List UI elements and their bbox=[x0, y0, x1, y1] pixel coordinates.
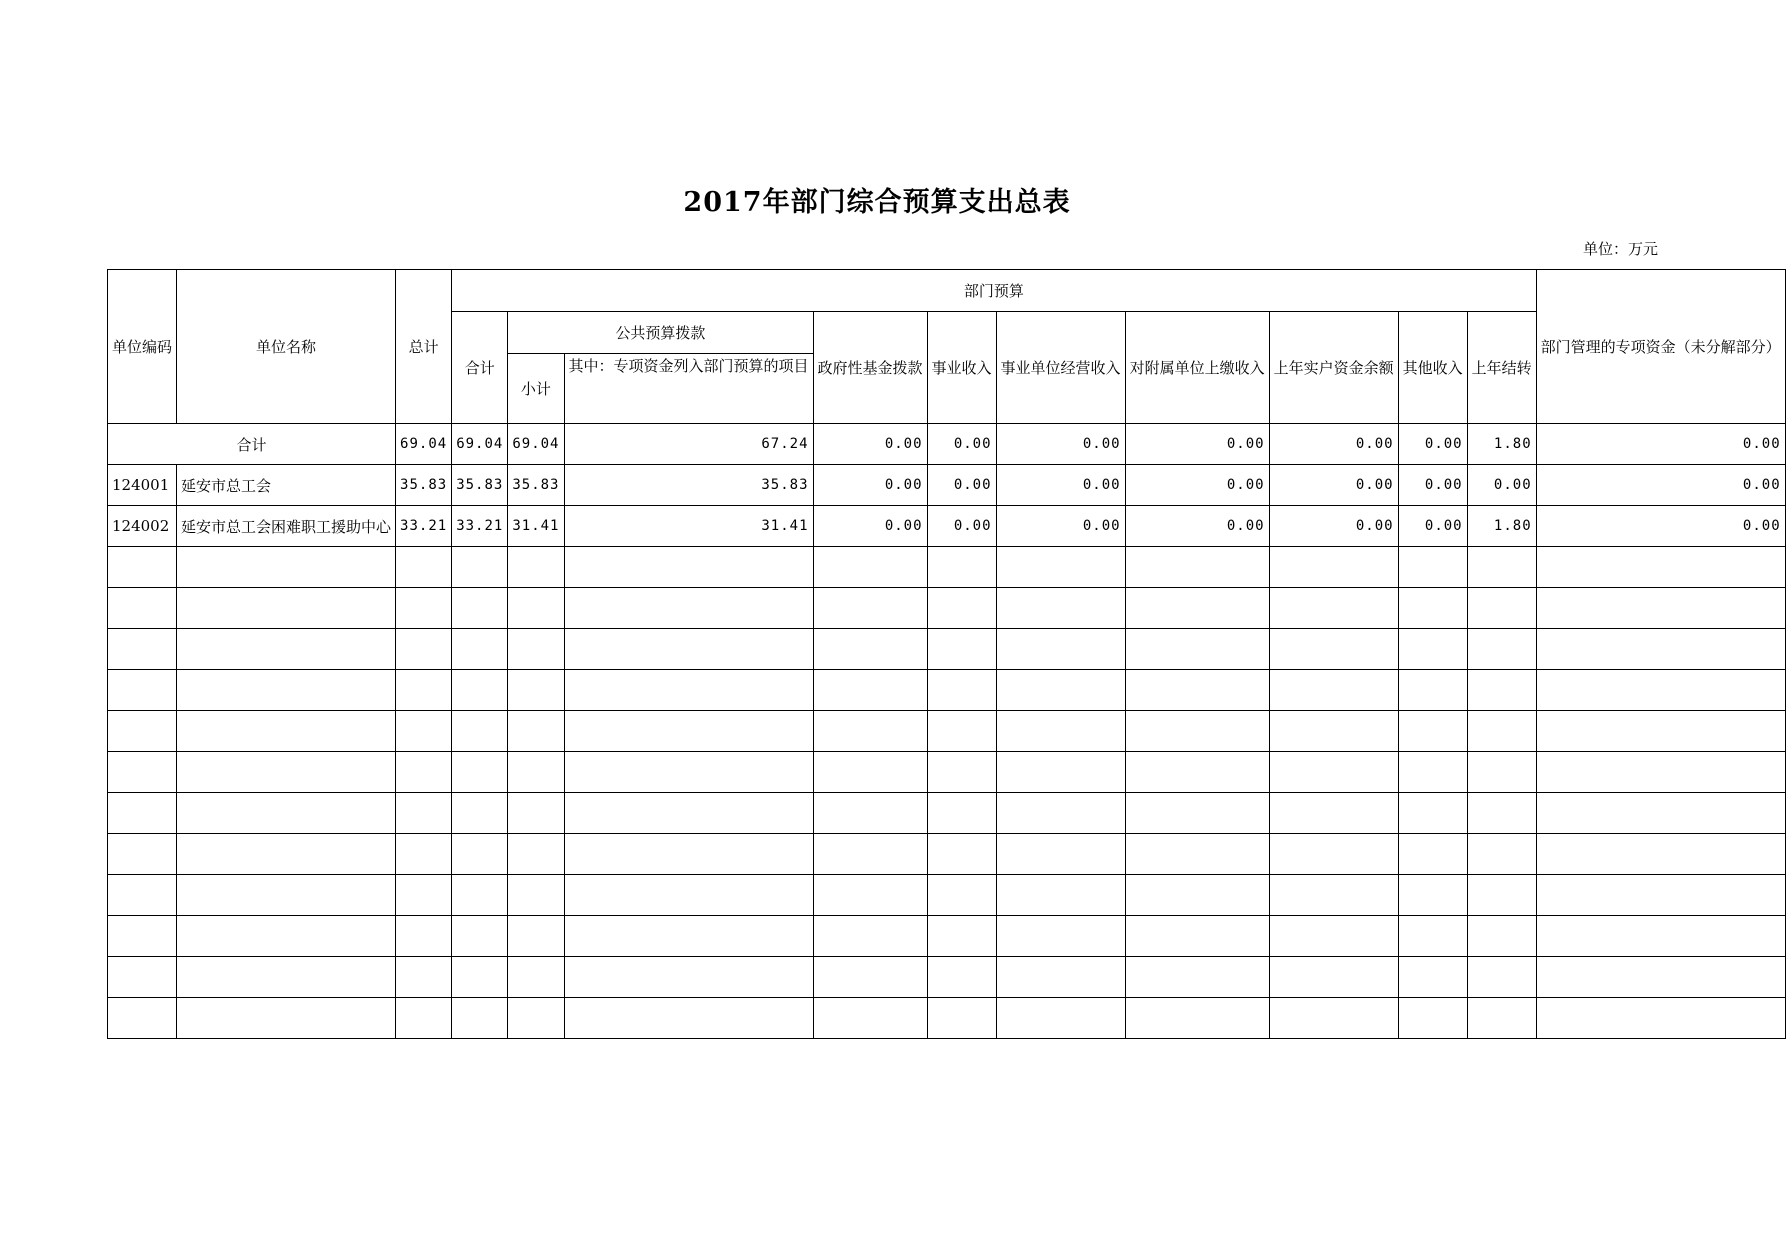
empty-cell bbox=[1125, 629, 1269, 670]
empty-cell bbox=[108, 547, 177, 588]
value-cell: 0.00 bbox=[996, 506, 1125, 547]
empty-cell bbox=[996, 875, 1125, 916]
empty-cell bbox=[508, 752, 564, 793]
value-cell: 0.00 bbox=[927, 465, 996, 506]
empty-cell bbox=[508, 711, 564, 752]
header-special-in bbox=[564, 354, 813, 424]
empty-cell bbox=[396, 670, 452, 711]
empty-cell bbox=[927, 711, 996, 752]
header-affiliate-income: 对附属单位上缴收入 bbox=[1125, 312, 1269, 424]
empty-cell bbox=[996, 916, 1125, 957]
empty-cell bbox=[177, 588, 396, 629]
empty-cell bbox=[1536, 916, 1785, 957]
empty-cell bbox=[564, 588, 813, 629]
empty-cell bbox=[1398, 957, 1467, 998]
value-cell: 0.00 bbox=[1536, 506, 1785, 547]
empty-cell bbox=[452, 547, 508, 588]
empty-cell bbox=[396, 711, 452, 752]
empty-cell bbox=[1398, 998, 1467, 1039]
value-cell: 0.00 bbox=[927, 506, 996, 547]
value-cell: 0.00 bbox=[1125, 506, 1269, 547]
empty-cell bbox=[1536, 793, 1785, 834]
empty-cell bbox=[508, 547, 564, 588]
empty-cell bbox=[508, 875, 564, 916]
empty-cell bbox=[996, 957, 1125, 998]
header-gov-fund: 政府性基金拨款 bbox=[813, 312, 927, 424]
table-body bbox=[108, 270, 1786, 1039]
empty-cell bbox=[564, 670, 813, 711]
empty-cell bbox=[1536, 588, 1785, 629]
empty-cell bbox=[996, 547, 1125, 588]
empty-cell bbox=[1467, 834, 1536, 875]
value-cell: 0.00 bbox=[813, 506, 927, 547]
empty-cell bbox=[452, 916, 508, 957]
header-total: 总计 bbox=[396, 270, 452, 424]
empty-cell bbox=[927, 588, 996, 629]
empty-cell bbox=[452, 752, 508, 793]
header-prior-balance: 上年实户资金余额 bbox=[1269, 312, 1398, 424]
value-cell: 0.00 bbox=[996, 465, 1125, 506]
empty-cell bbox=[564, 957, 813, 998]
header-career-income: 事业收入 bbox=[927, 312, 996, 424]
empty-cell bbox=[1398, 916, 1467, 957]
empty-cell bbox=[927, 752, 996, 793]
empty-cell bbox=[108, 834, 177, 875]
empty-cell bbox=[452, 957, 508, 998]
empty-cell bbox=[452, 834, 508, 875]
empty-cell bbox=[813, 875, 927, 916]
empty-cell bbox=[1269, 711, 1398, 752]
empty-cell bbox=[452, 793, 508, 834]
empty-cell bbox=[996, 629, 1125, 670]
empty-cell bbox=[452, 998, 508, 1039]
value-cell: 33.21 bbox=[396, 506, 452, 547]
empty-cell bbox=[1398, 629, 1467, 670]
total-cell: 0.00 bbox=[996, 424, 1125, 465]
empty-cell bbox=[1467, 998, 1536, 1039]
empty-cell bbox=[1125, 793, 1269, 834]
value-cell: 1.80 bbox=[1467, 506, 1536, 547]
empty-cell bbox=[396, 834, 452, 875]
empty-cell bbox=[1269, 916, 1398, 957]
empty-cell bbox=[927, 547, 996, 588]
empty-row bbox=[108, 998, 1786, 1039]
empty-row bbox=[108, 629, 1786, 670]
value-cell: 31.41 bbox=[564, 506, 813, 547]
empty-cell bbox=[1536, 998, 1785, 1039]
empty-cell bbox=[1536, 957, 1785, 998]
empty-cell bbox=[108, 875, 177, 916]
empty-cell bbox=[1125, 588, 1269, 629]
empty-cell bbox=[108, 670, 177, 711]
empty-cell bbox=[108, 588, 177, 629]
empty-cell bbox=[396, 588, 452, 629]
empty-cell bbox=[927, 998, 996, 1039]
empty-cell bbox=[177, 834, 396, 875]
empty-cell bbox=[1467, 670, 1536, 711]
empty-cell bbox=[508, 670, 564, 711]
empty-cell bbox=[1536, 670, 1785, 711]
empty-cell bbox=[508, 916, 564, 957]
header-special-in-text: 其中：专项资金列入部门预算的项目 bbox=[568, 357, 809, 375]
empty-cell bbox=[108, 916, 177, 957]
empty-cell bbox=[1269, 998, 1398, 1039]
empty-cell bbox=[813, 998, 927, 1039]
total-cell: 69.04 bbox=[452, 424, 508, 465]
unit-name-cell: 延安市总工会 bbox=[177, 465, 396, 506]
empty-cell bbox=[108, 998, 177, 1039]
empty-row bbox=[108, 916, 1786, 957]
empty-cell bbox=[177, 793, 396, 834]
empty-cell bbox=[927, 629, 996, 670]
empty-cell bbox=[1467, 752, 1536, 793]
value-cell: 35.83 bbox=[508, 465, 564, 506]
empty-cell bbox=[813, 588, 927, 629]
empty-cell bbox=[1467, 588, 1536, 629]
empty-cell bbox=[177, 957, 396, 998]
empty-cell bbox=[1398, 752, 1467, 793]
budget-table bbox=[107, 269, 1786, 1039]
total-cell: 0.00 bbox=[1269, 424, 1398, 465]
empty-cell bbox=[1467, 793, 1536, 834]
empty-cell bbox=[1125, 957, 1269, 998]
empty-cell bbox=[396, 916, 452, 957]
total-cell: 69.04 bbox=[396, 424, 452, 465]
value-cell: 0.00 bbox=[1125, 465, 1269, 506]
empty-cell bbox=[396, 547, 452, 588]
empty-cell bbox=[1125, 711, 1269, 752]
empty-cell bbox=[108, 793, 177, 834]
value-cell: 0.00 bbox=[1398, 506, 1467, 547]
header-dept-special: 部门管理的专项资金（未分解部分） bbox=[1536, 270, 1785, 424]
empty-row bbox=[108, 752, 1786, 793]
empty-cell bbox=[508, 998, 564, 1039]
total-cell: 1.80 bbox=[1467, 424, 1536, 465]
header-other-income: 其他收入 bbox=[1398, 312, 1467, 424]
header-row-1 bbox=[108, 270, 1786, 312]
empty-cell bbox=[396, 752, 452, 793]
empty-cell bbox=[813, 752, 927, 793]
empty-row bbox=[108, 547, 1786, 588]
empty-cell bbox=[1398, 711, 1467, 752]
empty-cell bbox=[1398, 875, 1467, 916]
value-cell: 35.83 bbox=[452, 465, 508, 506]
header-public-alloc: 公共预算拨款 bbox=[508, 312, 813, 354]
empty-row bbox=[108, 588, 1786, 629]
empty-cell bbox=[927, 793, 996, 834]
empty-cell bbox=[564, 711, 813, 752]
empty-cell bbox=[1269, 834, 1398, 875]
empty-cell bbox=[177, 547, 396, 588]
empty-cell bbox=[927, 834, 996, 875]
empty-row bbox=[108, 711, 1786, 752]
empty-cell bbox=[1269, 670, 1398, 711]
unit-label: 单位：万元 bbox=[1582, 240, 1658, 258]
empty-cell bbox=[1398, 834, 1467, 875]
header-subtotal-all: 合计 bbox=[452, 312, 508, 424]
total-cell: 0.00 bbox=[1536, 424, 1785, 465]
empty-cell bbox=[564, 629, 813, 670]
empty-cell bbox=[508, 793, 564, 834]
empty-cell bbox=[996, 711, 1125, 752]
value-cell: 33.21 bbox=[452, 506, 508, 547]
empty-cell bbox=[1536, 875, 1785, 916]
value-cell: 0.00 bbox=[1269, 506, 1398, 547]
empty-cell bbox=[996, 752, 1125, 793]
empty-cell bbox=[1536, 834, 1785, 875]
empty-cell bbox=[452, 670, 508, 711]
empty-cell bbox=[452, 629, 508, 670]
header-biz-income: 事业单位经营收入 bbox=[996, 312, 1125, 424]
empty-cell bbox=[108, 957, 177, 998]
value-cell: 35.83 bbox=[564, 465, 813, 506]
empty-cell bbox=[1125, 916, 1269, 957]
empty-cell bbox=[813, 916, 927, 957]
empty-cell bbox=[813, 670, 927, 711]
empty-cell bbox=[1467, 957, 1536, 998]
empty-cell bbox=[177, 875, 396, 916]
empty-cell bbox=[1269, 957, 1398, 998]
empty-cell bbox=[508, 629, 564, 670]
total-row bbox=[108, 424, 1786, 465]
empty-cell bbox=[564, 834, 813, 875]
empty-cell bbox=[1536, 711, 1785, 752]
empty-cell bbox=[1467, 547, 1536, 588]
empty-cell bbox=[396, 875, 452, 916]
empty-cell bbox=[396, 998, 452, 1039]
empty-cell bbox=[813, 957, 927, 998]
empty-cell bbox=[1536, 629, 1785, 670]
empty-cell bbox=[177, 752, 396, 793]
header-name: 单位名称 bbox=[177, 270, 396, 424]
empty-cell bbox=[996, 834, 1125, 875]
empty-cell bbox=[1398, 793, 1467, 834]
empty-cell bbox=[396, 793, 452, 834]
empty-cell bbox=[564, 916, 813, 957]
empty-cell bbox=[927, 670, 996, 711]
empty-cell bbox=[1398, 588, 1467, 629]
header-dept-budget: 部门预算 bbox=[452, 270, 1536, 312]
value-cell: 0.00 bbox=[1398, 465, 1467, 506]
empty-cell bbox=[1269, 875, 1398, 916]
unit-name-cell: 延安市总工会困难职工援助中心 bbox=[177, 506, 396, 547]
empty-cell bbox=[1125, 670, 1269, 711]
table-row bbox=[108, 465, 1786, 506]
empty-cell bbox=[108, 752, 177, 793]
total-row-label: 合计 bbox=[108, 424, 396, 465]
empty-cell bbox=[996, 670, 1125, 711]
empty-cell bbox=[1125, 547, 1269, 588]
empty-cell bbox=[564, 547, 813, 588]
empty-row bbox=[108, 670, 1786, 711]
total-cell: 0.00 bbox=[927, 424, 996, 465]
empty-cell bbox=[1467, 629, 1536, 670]
empty-cell bbox=[996, 793, 1125, 834]
page-title: 2017年部门综合预算支出总表 bbox=[683, 187, 1071, 218]
empty-row bbox=[108, 793, 1786, 834]
total-cell: 67.24 bbox=[564, 424, 813, 465]
empty-cell bbox=[508, 588, 564, 629]
empty-cell bbox=[177, 916, 396, 957]
total-cell: 69.04 bbox=[508, 424, 564, 465]
empty-cell bbox=[452, 588, 508, 629]
value-cell: 31.41 bbox=[508, 506, 564, 547]
header-subtotal: 小计 bbox=[508, 354, 564, 424]
empty-cell bbox=[1536, 752, 1785, 793]
empty-cell bbox=[1269, 588, 1398, 629]
empty-cell bbox=[108, 711, 177, 752]
empty-cell bbox=[452, 711, 508, 752]
value-cell: 0.00 bbox=[1467, 465, 1536, 506]
empty-cell bbox=[813, 834, 927, 875]
empty-cell bbox=[564, 875, 813, 916]
empty-cell bbox=[1125, 875, 1269, 916]
empty-cell bbox=[1125, 834, 1269, 875]
empty-cell bbox=[996, 588, 1125, 629]
empty-cell bbox=[108, 629, 177, 670]
value-cell: 0.00 bbox=[1269, 465, 1398, 506]
empty-cell bbox=[1467, 875, 1536, 916]
empty-cell bbox=[813, 629, 927, 670]
empty-cell bbox=[1125, 998, 1269, 1039]
total-cell: 0.00 bbox=[1398, 424, 1467, 465]
empty-cell bbox=[1269, 547, 1398, 588]
empty-cell bbox=[927, 957, 996, 998]
value-cell: 0.00 bbox=[813, 465, 927, 506]
empty-cell bbox=[177, 629, 396, 670]
empty-cell bbox=[508, 834, 564, 875]
empty-cell bbox=[927, 916, 996, 957]
empty-row bbox=[108, 875, 1786, 916]
table-row bbox=[108, 506, 1786, 547]
empty-cell bbox=[177, 998, 396, 1039]
empty-cell bbox=[564, 793, 813, 834]
empty-cell bbox=[813, 711, 927, 752]
value-cell: 35.83 bbox=[396, 465, 452, 506]
empty-cell bbox=[1269, 793, 1398, 834]
empty-cell bbox=[508, 957, 564, 998]
empty-cell bbox=[396, 957, 452, 998]
empty-cell bbox=[1269, 752, 1398, 793]
empty-cell bbox=[396, 629, 452, 670]
unit-code-cell: 124001 bbox=[108, 465, 177, 506]
empty-cell bbox=[1269, 629, 1398, 670]
header-carryover: 上年结转 bbox=[1467, 312, 1536, 424]
value-cell: 0.00 bbox=[1536, 465, 1785, 506]
empty-row bbox=[108, 834, 1786, 875]
empty-cell bbox=[1536, 547, 1785, 588]
empty-cell bbox=[564, 752, 813, 793]
total-cell: 0.00 bbox=[1125, 424, 1269, 465]
total-cell: 0.00 bbox=[813, 424, 927, 465]
empty-cell bbox=[1125, 752, 1269, 793]
empty-cell bbox=[927, 875, 996, 916]
unit-code-cell: 124002 bbox=[108, 506, 177, 547]
empty-cell bbox=[813, 547, 927, 588]
empty-row bbox=[108, 957, 1786, 998]
empty-cell bbox=[1398, 547, 1467, 588]
empty-cell bbox=[1398, 670, 1467, 711]
empty-cell bbox=[177, 711, 396, 752]
empty-cell bbox=[996, 998, 1125, 1039]
empty-cell bbox=[1467, 711, 1536, 752]
empty-cell bbox=[813, 793, 927, 834]
empty-cell bbox=[1467, 916, 1536, 957]
empty-cell bbox=[564, 998, 813, 1039]
empty-cell bbox=[452, 875, 508, 916]
header-code: 单位编码 bbox=[108, 270, 177, 424]
empty-cell bbox=[177, 670, 396, 711]
